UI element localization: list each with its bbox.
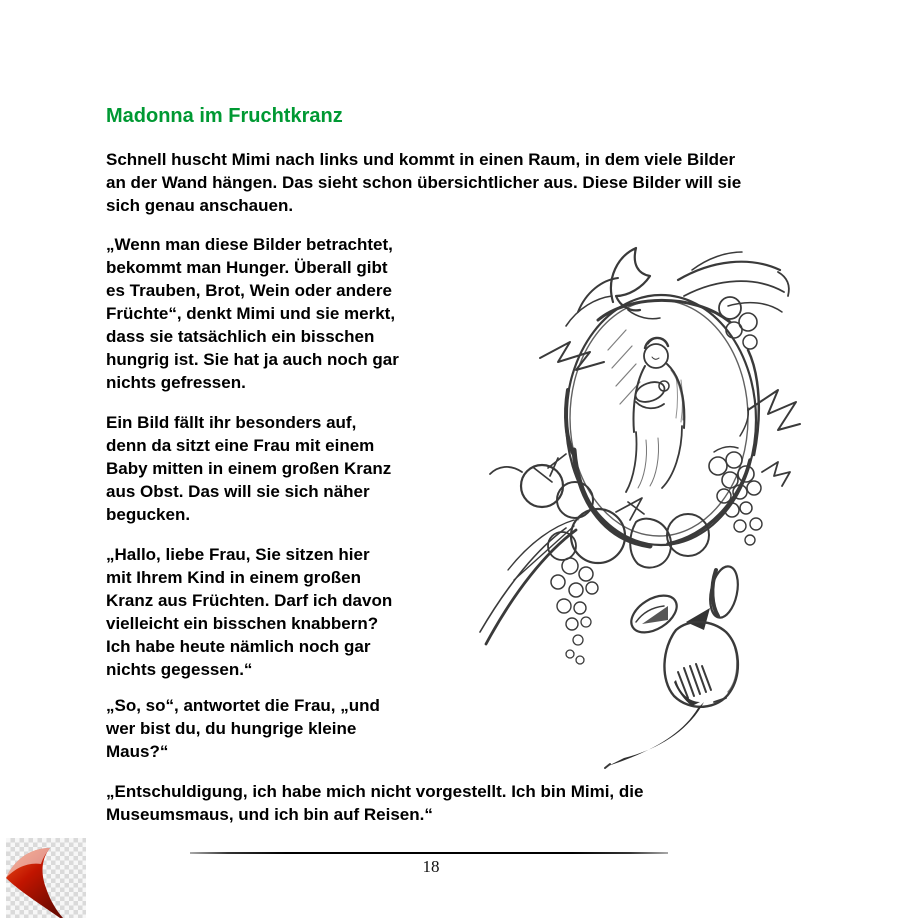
text-line: aus Obst. Das will sie sich näher xyxy=(106,482,370,501)
paragraph-intro xyxy=(106,148,741,217)
text-line: wer bist du, du hungrige kleine xyxy=(106,719,357,738)
footer-divider xyxy=(190,852,668,854)
fruit-wreath-madonna-sketch xyxy=(478,240,818,780)
text-line: „Wenn man diese Bilder betrachtet, xyxy=(106,235,393,254)
text-line: es Trauben, Brot, Wein oder andere xyxy=(106,281,392,300)
text-line: an der Wand hängen. Das sieht schon übersichtlicher aus. Diese Bilder will sie xyxy=(106,173,742,192)
paragraph-hunger xyxy=(106,233,399,394)
text-line: „Hallo, liebe Frau, Sie sitzen hier xyxy=(106,545,370,564)
mouse-sketch xyxy=(605,564,742,768)
text-line: mit Ihrem Kind in einem großen xyxy=(106,568,362,587)
text-line: Baby mitten in einem großen Kranz xyxy=(106,459,392,478)
text-line: vielleicht ein bisschen knabbern? xyxy=(106,614,379,633)
text-line: Ich habe heute nämlich noch gar xyxy=(106,637,371,656)
text-line: hungrig ist. Sie hat ja auch noch gar xyxy=(106,350,399,369)
paragraph-picture xyxy=(106,411,391,526)
madonna-and-child xyxy=(626,338,684,492)
text-line: Museumsmaus, und ich bin auf Reisen.“ xyxy=(106,805,433,824)
bottom-fruit xyxy=(548,498,709,568)
text-line: bekommt man Hunger. Überall gibt xyxy=(106,258,388,277)
page-curl-icon xyxy=(6,838,86,918)
page-number: 18 xyxy=(422,857,440,876)
page-title: Madonna im Fruchtkranz xyxy=(106,105,343,127)
text-line: Schnell huscht Mimi nach links und kommt in einen Raum, in dem viele Bilder xyxy=(106,150,736,169)
paragraph-hallo xyxy=(106,543,392,681)
text-line: nichts gegessen.“ xyxy=(106,660,253,679)
grape-clusters xyxy=(551,447,790,664)
text-line: denn da sitzt eine Frau mit einem xyxy=(106,436,375,455)
text-line: dass sie tatsächlich ein bisschen xyxy=(106,327,375,346)
text-line: begucken. xyxy=(106,505,191,524)
paragraph-soso xyxy=(106,694,380,763)
text-line: sich genau anschauen. xyxy=(106,196,294,215)
text-line: „Entschuldigung, ich habe mich nicht vorgestellt. Ich bin Mimi, die xyxy=(106,782,644,801)
red-page-curl-logo xyxy=(6,838,86,918)
text-line: Früchte“, denkt Mimi und sie merkt, xyxy=(106,304,396,323)
text-line: „So, so“, antwortet die Frau, „und xyxy=(106,696,380,715)
text-line: nichts gefressen. xyxy=(106,373,246,392)
text-line: Maus?“ xyxy=(106,742,169,761)
text-line: Kranz aus Früchten. Darf ich davon xyxy=(106,591,393,610)
paragraph-entschuldigung xyxy=(106,780,643,826)
top-leaves xyxy=(540,248,789,370)
text-line: Ein Bild fällt ihr besonders auf, xyxy=(106,413,357,432)
